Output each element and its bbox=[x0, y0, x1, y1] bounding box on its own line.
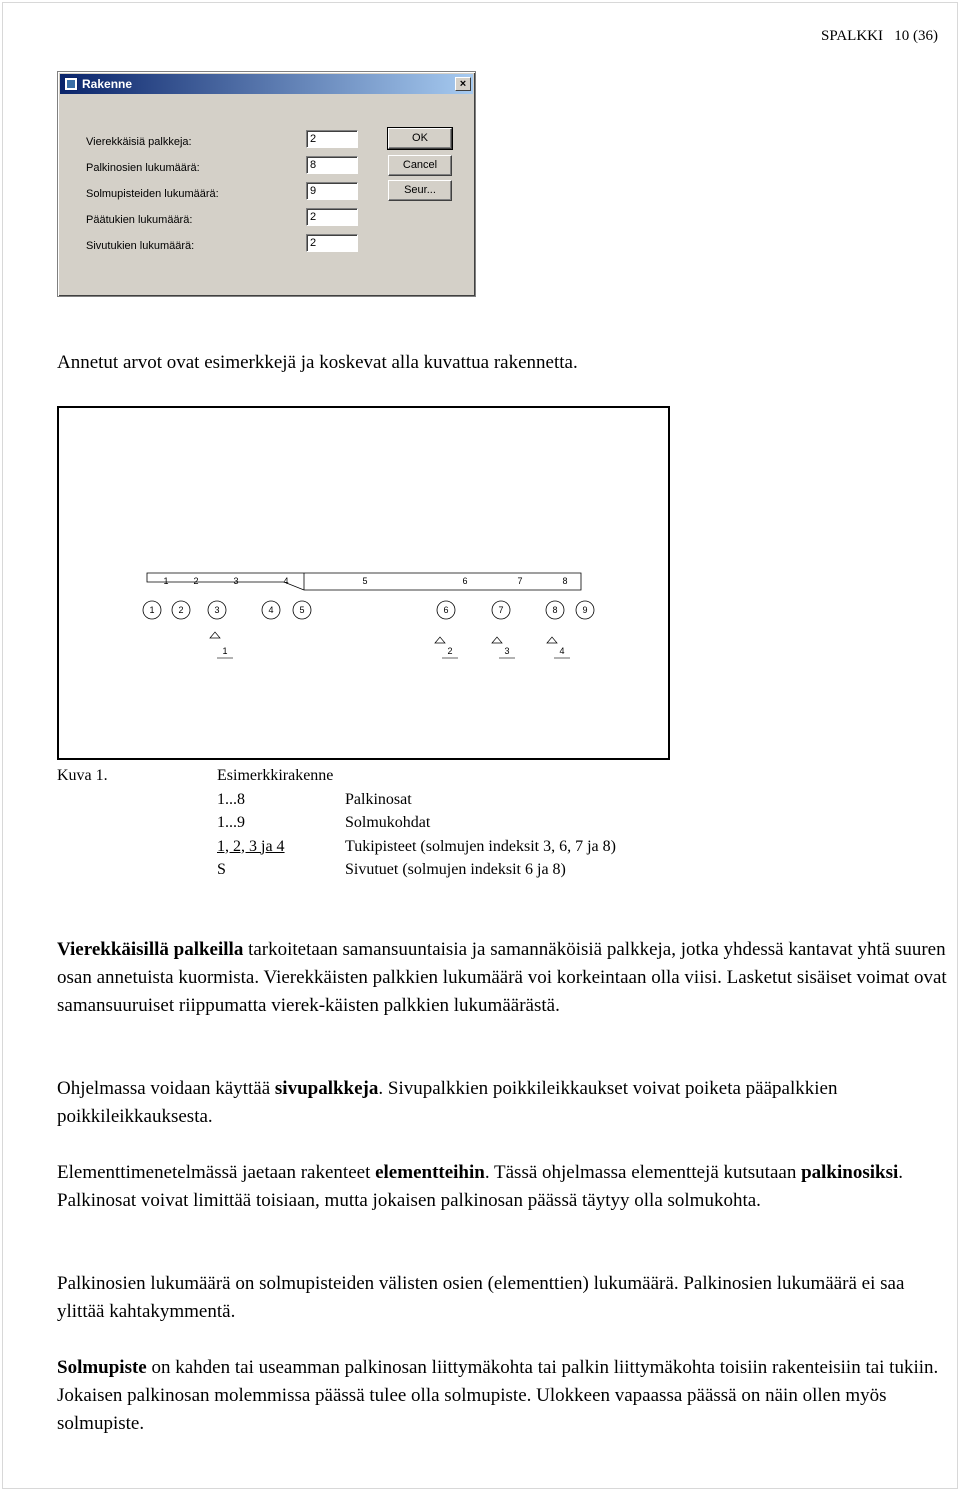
cancel-button[interactable]: Cancel bbox=[388, 155, 452, 176]
paragraph-nodes bbox=[57, 1354, 947, 1438]
caption-desc: Solmukohdat bbox=[345, 814, 431, 831]
support-marker bbox=[435, 637, 458, 658]
caption-key: 1, 2, 3 ja 4 bbox=[217, 837, 285, 855]
node-label: 4 bbox=[268, 605, 274, 615]
term-elements: elementteihin bbox=[375, 1162, 485, 1183]
element-labels bbox=[163, 576, 567, 586]
support-triangle-icon bbox=[435, 637, 445, 643]
dialog-title: Rakenne bbox=[82, 77, 133, 91]
caption-key: 1...8 bbox=[217, 790, 245, 808]
term-side-beams: sivupalkkeja bbox=[274, 1078, 379, 1099]
element-label: 2 bbox=[193, 576, 199, 586]
node-label: 6 bbox=[443, 605, 449, 615]
rakenne-dialog bbox=[57, 71, 476, 297]
paragraph-text: . Tässä ohjelmassa elementtejä kutsutaan bbox=[484, 1162, 802, 1183]
field-label-node-count: Solmupisteiden lukumäärä: bbox=[86, 188, 219, 200]
next-button[interactable]: Seur... bbox=[388, 180, 452, 201]
app-icon bbox=[64, 77, 78, 91]
element-label: 1 bbox=[163, 576, 169, 586]
term-adjacent-beams: Vierekkäisillä palkeilla bbox=[57, 939, 244, 960]
paragraph-text: tarkoitetaan samansuuntaisia ja samannäköisiä palkkeja, jotka yhdessä kantavat yhtä suuren osan annetuista kuormista. Vierekkäisten palkkien lukumäärä voi korkeintaan olla viisi. Lasketut sisäiset voimat ovat samansuuruiset riippumatta vierek-käisten palkkien lukumäärästä. bbox=[57, 939, 947, 1016]
element-label: 3 bbox=[233, 576, 239, 586]
node-marker bbox=[437, 601, 455, 619]
element-count-input[interactable]: 8 bbox=[306, 156, 358, 174]
node-label: 3 bbox=[214, 605, 220, 615]
support-marker bbox=[547, 637, 570, 658]
node-label: 2 bbox=[178, 605, 184, 615]
support-triangle-icon bbox=[492, 637, 502, 643]
support-triangle-icon bbox=[210, 632, 220, 638]
paragraph-elements bbox=[57, 1159, 947, 1215]
structure-figure bbox=[57, 406, 670, 760]
node-marker bbox=[492, 601, 510, 619]
close-button[interactable]: × bbox=[455, 77, 471, 91]
paragraph-element-count bbox=[57, 1270, 947, 1326]
support-marker bbox=[210, 632, 233, 658]
node-marker bbox=[576, 601, 594, 619]
support-label: 1 bbox=[222, 646, 228, 656]
term-node: Solmupiste bbox=[57, 1357, 147, 1378]
node-marker bbox=[208, 601, 226, 619]
element-label: 7 bbox=[517, 576, 523, 586]
caption-key: 1...9 bbox=[217, 814, 245, 831]
element-label: 8 bbox=[562, 576, 568, 586]
intro-text: Annetut arvot ovat esimerkkejä ja koskevat alla kuvattua rakennetta. bbox=[57, 352, 578, 373]
structure-diagram bbox=[59, 408, 672, 762]
ok-button[interactable]: OK bbox=[388, 128, 452, 149]
caption-label: Kuva 1. bbox=[57, 767, 108, 784]
paragraph-text: . Palkinosat voivat limittää toisiaan, mutta jokaisen palkinosan päässä täytyy olla solmukohta. bbox=[57, 1162, 903, 1211]
field-label-adjacent-beams: Vierekkäisiä palkkeja: bbox=[86, 136, 192, 148]
paragraph-text: Palkinosien lukumäärä on solmupisteiden välisten osien (elementtien) lukumäärä. Palkinosien lukumäärä ei saa ylittää kahtakymmentä. bbox=[57, 1273, 905, 1322]
node-marker bbox=[546, 601, 564, 619]
paragraph-text: . Sivupalkkien poikkileikkaukset voivat poiketa pääpalkkien poikkileikkauksesta. bbox=[57, 1078, 838, 1127]
side-supports-input[interactable]: 2 bbox=[306, 234, 358, 252]
caption-key: S bbox=[217, 861, 226, 878]
term-beam-parts: palkinosiksi bbox=[801, 1162, 899, 1183]
node-label: 7 bbox=[498, 605, 504, 615]
field-label-main-supports: Päätukien lukumäärä: bbox=[86, 214, 193, 226]
node-label: 9 bbox=[582, 605, 588, 615]
node-count-input[interactable]: 9 bbox=[306, 182, 358, 200]
caption-desc: Tukipisteet (solmujen indeksit 3, 6, 7 ja 8) bbox=[345, 837, 616, 855]
paragraph-text: on kahden tai useamman palkinosan liittymäkohta tai palkin liittymäkohta toisiin rakenteisiin tai tukiin. Jokaisen palkinosan molemmissa päässä tulee olla solmupiste. Ulokkeen vapaassa päässä on näin ollen myös solmupiste. bbox=[57, 1357, 939, 1434]
nodes bbox=[143, 601, 594, 619]
node-label: 8 bbox=[552, 605, 558, 615]
paragraph-text: Ohjelmassa voidaan käyttää bbox=[57, 1078, 275, 1099]
node-marker bbox=[262, 601, 280, 619]
support-label: 4 bbox=[559, 646, 565, 656]
element-label: 5 bbox=[362, 576, 368, 586]
caption-desc: Sivutuet (solmujen indeksit 6 ja 8) bbox=[345, 861, 566, 878]
element-label: 6 bbox=[462, 576, 468, 586]
paragraph-adjacent-beams bbox=[57, 936, 947, 1020]
support-label: 2 bbox=[447, 646, 453, 656]
paragraph-text: Elementtimenetelmässä jaetaan rakenteet bbox=[57, 1162, 376, 1183]
caption-title: Esimerkkirakenne bbox=[217, 767, 334, 784]
node-marker bbox=[172, 601, 190, 619]
field-label-side-supports: Sivutukien lukumäärä: bbox=[86, 240, 195, 252]
element-label: 4 bbox=[283, 576, 289, 586]
support-triangle-icon bbox=[547, 637, 557, 643]
node-label: 5 bbox=[299, 605, 305, 615]
dialog-titlebar bbox=[60, 74, 473, 94]
supports bbox=[210, 632, 570, 658]
support-label: 3 bbox=[504, 646, 510, 656]
caption-desc: Palkinosat bbox=[345, 790, 412, 808]
node-label: 1 bbox=[149, 605, 155, 615]
page-header: SPALKKI 10 (36) bbox=[821, 28, 938, 44]
node-marker bbox=[143, 601, 161, 619]
adjacent-beams-input[interactable]: 2 bbox=[306, 130, 358, 148]
support-marker bbox=[492, 637, 515, 658]
paragraph-side-beams bbox=[57, 1075, 947, 1131]
node-marker bbox=[293, 601, 311, 619]
main-supports-input[interactable]: 2 bbox=[306, 208, 358, 226]
field-label-element-count: Palkinosien lukumäärä: bbox=[86, 162, 200, 174]
